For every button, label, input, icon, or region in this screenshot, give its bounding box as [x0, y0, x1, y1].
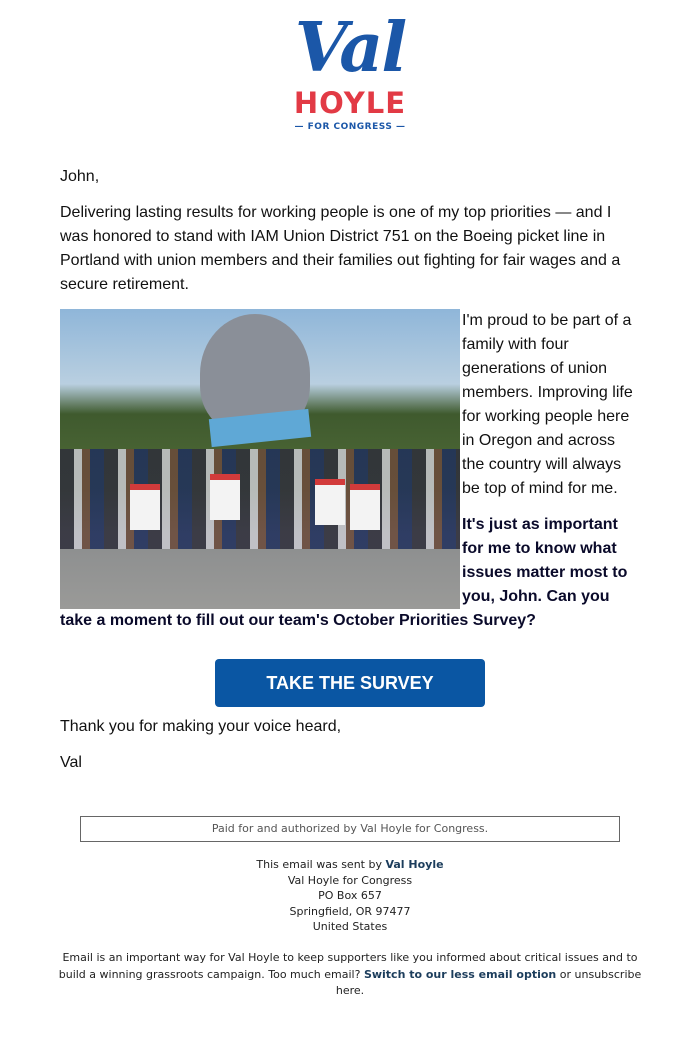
- sender-name-link[interactable]: Val Hoyle: [385, 858, 444, 871]
- sender-address: [0, 857, 700, 935]
- intro-paragraph: Delivering lasting results for working people is one of my top priorities — and I was honored to stand with IAM Union District 751 on the Boeing picket line in Portland with union members and their families out fighting for fair wages and a secure retirement.: [60, 204, 621, 293]
- or-text: or: [559, 967, 572, 981]
- less-email-link[interactable]: Switch to our less email option: [363, 967, 557, 981]
- city-state-zip: Springfield, OR 97477: [289, 904, 411, 918]
- unsubscribe-link[interactable]: unsubscribe here.: [335, 967, 642, 997]
- org-name: Val Hoyle for Congress: [287, 873, 413, 887]
- logo-val-text: Val: [294, 8, 406, 88]
- take-survey-button[interactable]: TAKE THE SURVEY: [215, 659, 485, 707]
- family-paragraph: I'm proud to be part of a family with four generations of union members. Improving life for working people here in Oregon and across the country will always be top of mind for me.: [462, 312, 633, 497]
- logo-for-congress-text: — FOR CONGRESS —: [294, 122, 406, 132]
- strike-sign: [350, 484, 380, 530]
- strike-sign: [210, 474, 240, 520]
- survey-ask: It's just as important for me to know what issues matter most to you, John. Can you take a moment to fill out our team's October Priorities Survey?: [60, 516, 628, 629]
- strike-sign: [130, 484, 160, 530]
- campaign-logo: [270, 8, 430, 143]
- thanks-text: Thank you for making your voice heard,: [60, 718, 342, 735]
- country: United States: [312, 920, 388, 933]
- greeting: John,: [60, 168, 100, 185]
- strike-sign: [315, 479, 345, 525]
- sent-by-prefix: This email was sent by: [256, 858, 382, 871]
- paid-for-disclaimer: Paid for and authorized by Val Hoyle for Congress.: [80, 816, 620, 842]
- picket-line-photo: [60, 309, 460, 609]
- po-box: PO Box 657: [318, 889, 382, 902]
- email-notice: [55, 950, 645, 1000]
- crowd: [60, 449, 460, 549]
- logo-hoyle-text: HOYLE: [293, 86, 407, 120]
- message-content: [60, 165, 640, 787]
- signoff: Val: [60, 754, 82, 771]
- notice-text: Email is an important way for Val Hoyle to keep supporters like you informed about critical issues and to build a winning grassroots campaign. Too much email?: [58, 951, 638, 981]
